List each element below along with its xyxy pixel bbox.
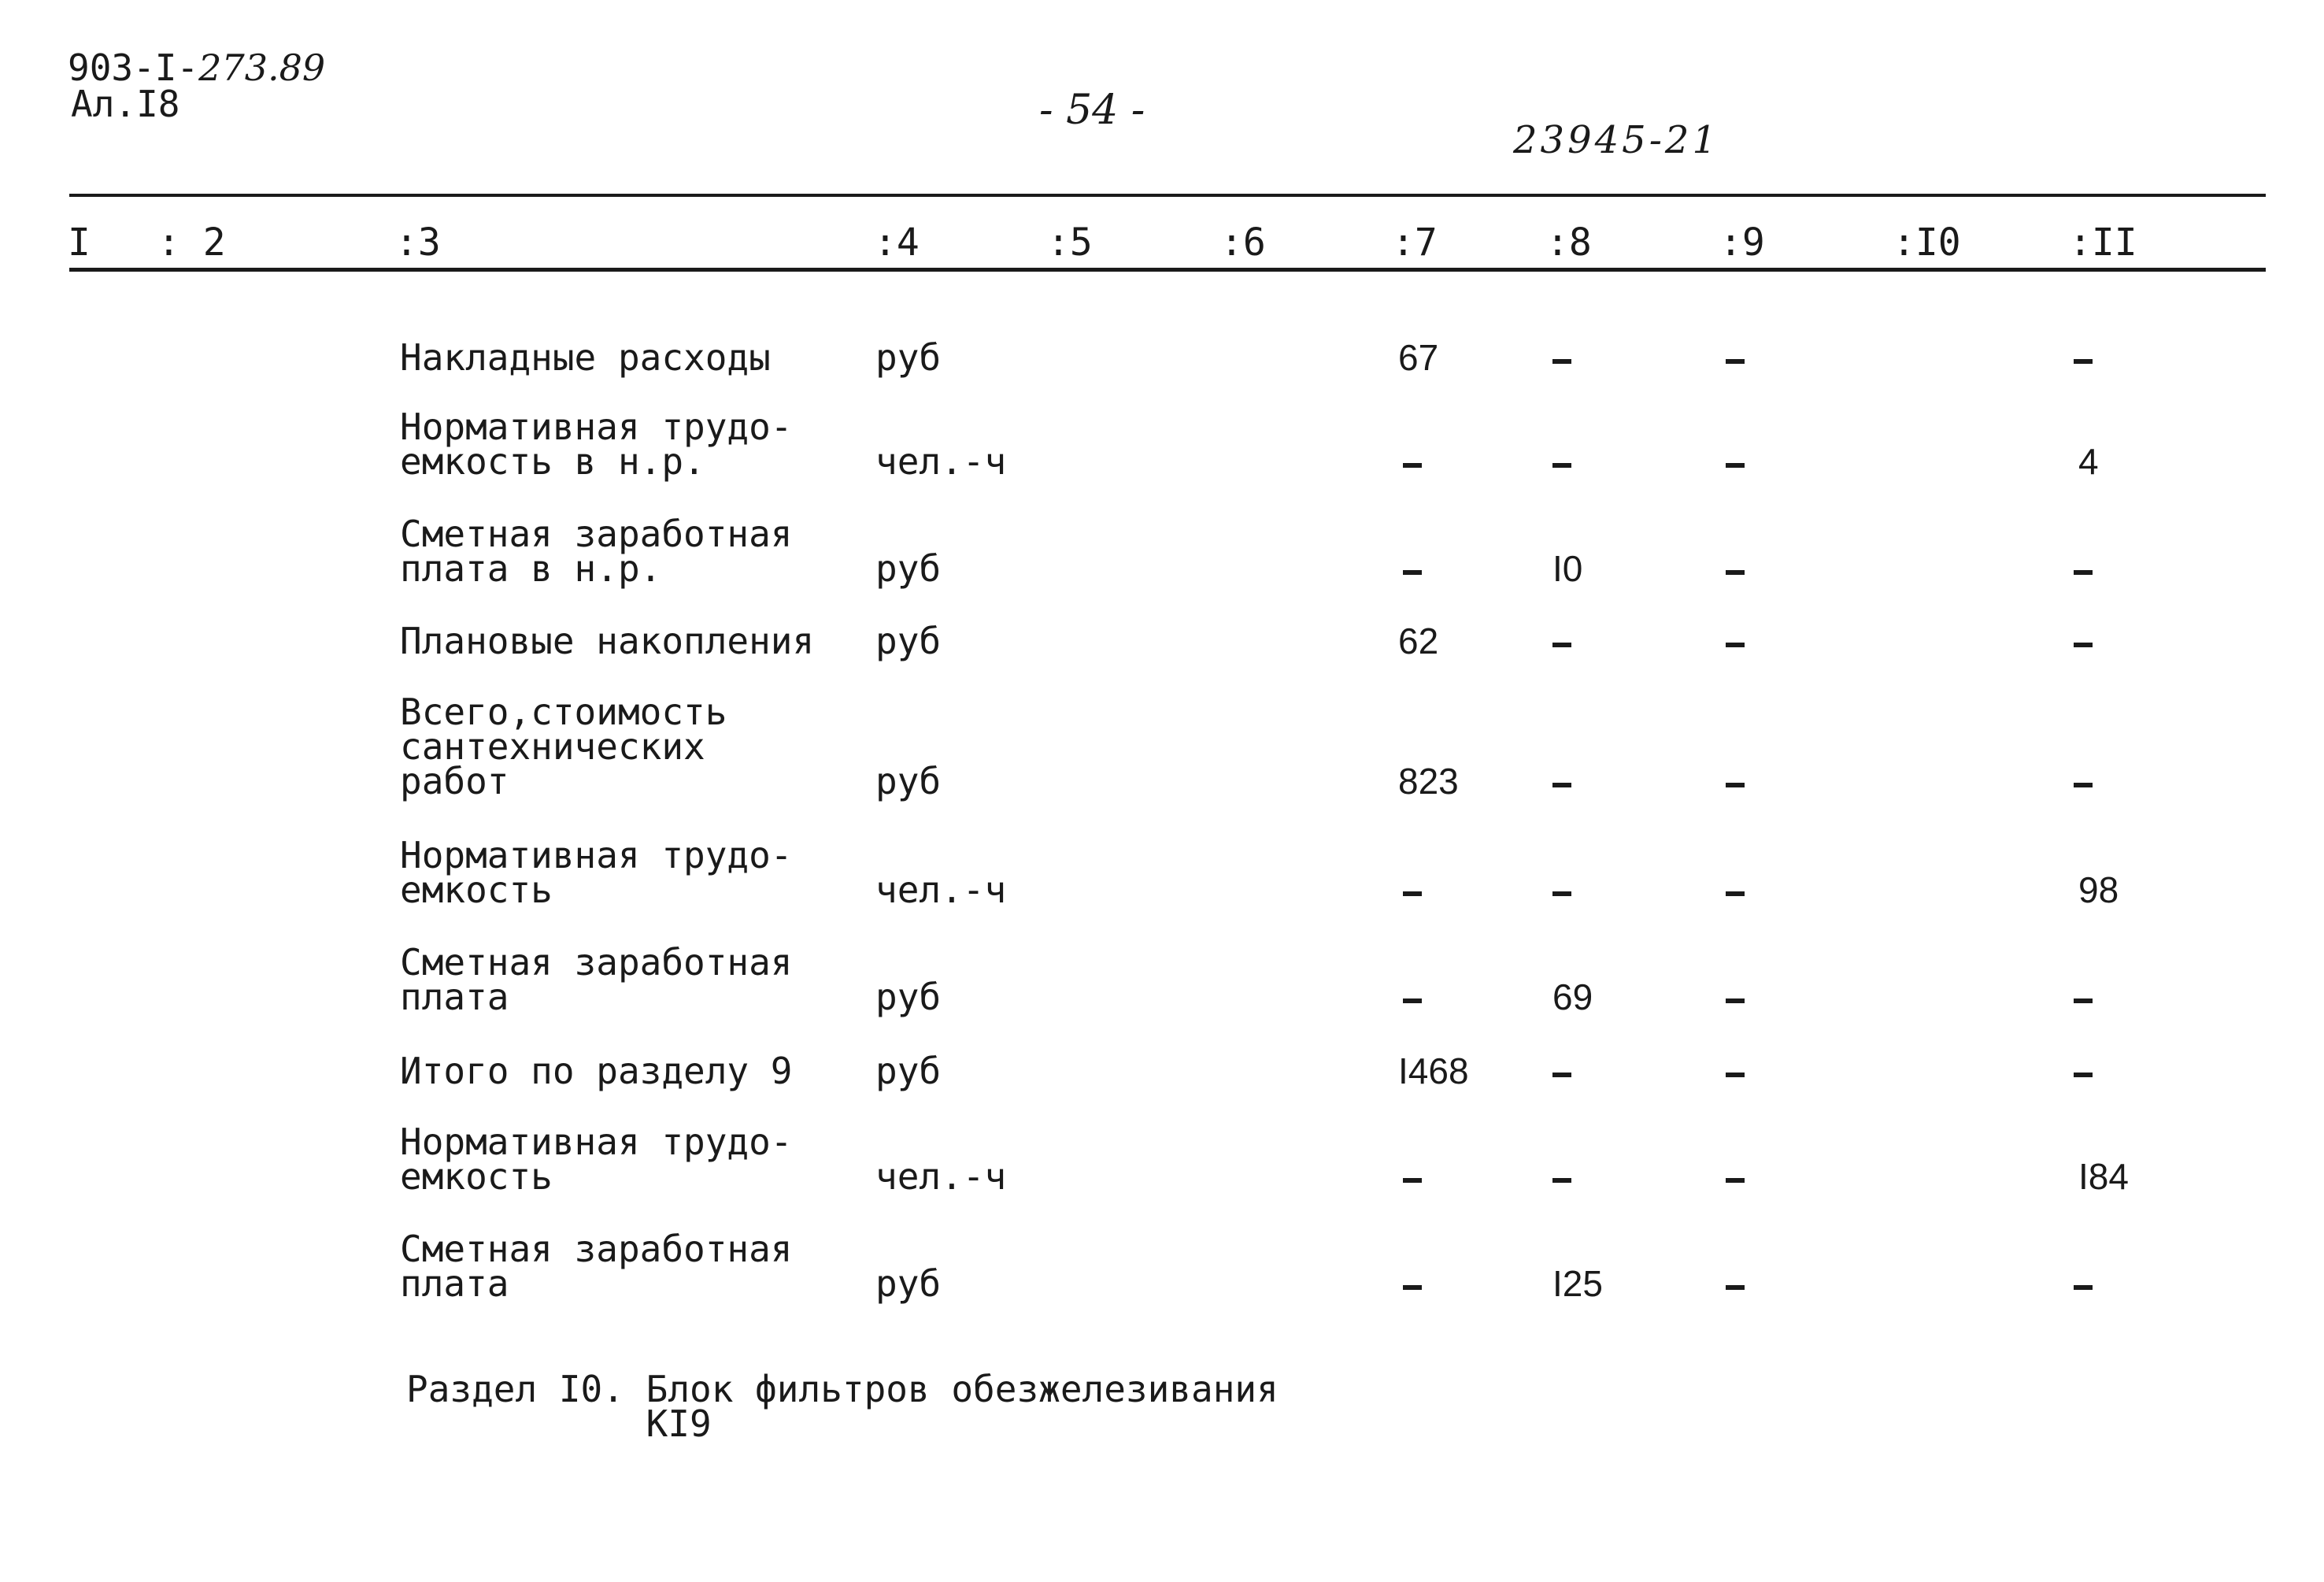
cell-dash-c8 bbox=[1552, 783, 1571, 787]
row-label: Сметная заработная плата в н.р. bbox=[400, 513, 793, 590]
cell-value-c11: I84 bbox=[2078, 1156, 2129, 1197]
row-unit: чел.-ч bbox=[875, 869, 1007, 911]
document-code-typed: 903-I- bbox=[68, 46, 199, 89]
row-label: Сметная заработная плата bbox=[400, 941, 793, 1018]
cell-dash-c7 bbox=[1403, 463, 1422, 468]
cell-dash-c8 bbox=[1552, 463, 1571, 468]
cell-dash-c11 bbox=[2074, 1073, 2093, 1077]
document-code bbox=[68, 46, 326, 89]
cell-dash-c8 bbox=[1552, 1073, 1571, 1077]
cell-dash-c7 bbox=[1403, 570, 1422, 575]
row-label: Накладные расходы bbox=[400, 336, 771, 379]
cell-value-c7: 62 bbox=[1398, 621, 1439, 661]
cell-dash-c11 bbox=[2074, 783, 2093, 787]
column-header-4: :4 bbox=[874, 220, 920, 265]
column-header-5: :5 bbox=[1047, 220, 1093, 265]
cell-dash-c8 bbox=[1552, 891, 1571, 896]
row-label: Сметная заработная плата bbox=[400, 1228, 793, 1305]
cell-dash-c9 bbox=[1726, 1285, 1745, 1290]
row-unit: руб bbox=[875, 547, 942, 590]
cell-dash-c9 bbox=[1726, 1073, 1745, 1077]
column-header-10: :I0 bbox=[1893, 220, 1961, 265]
column-header-1: I bbox=[68, 220, 91, 265]
section-heading: Раздел I0. Блок фильтров обезжелезивания KI9 bbox=[406, 1368, 1279, 1445]
row-unit: руб bbox=[875, 336, 942, 379]
row-unit: чел.-ч bbox=[875, 1155, 1007, 1198]
table-top-rule bbox=[69, 194, 2266, 197]
row-label: Всего,стоимость сантехнических работ bbox=[400, 691, 727, 802]
cell-value-c7: 823 bbox=[1398, 761, 1459, 802]
album-number: Ал.I8 bbox=[71, 83, 180, 125]
cell-dash-c7 bbox=[1403, 1178, 1422, 1183]
row-label: Итого по разделу 9 bbox=[400, 1050, 793, 1092]
row-unit: руб bbox=[875, 1262, 942, 1305]
cell-dash-c7 bbox=[1403, 891, 1422, 896]
cell-dash-c11 bbox=[2074, 1285, 2093, 1290]
cell-dash-c8 bbox=[1552, 359, 1571, 364]
row-unit: руб bbox=[875, 620, 942, 662]
cell-dash-c9 bbox=[1726, 891, 1745, 896]
cell-dash-c9 bbox=[1726, 643, 1745, 647]
cell-dash-c8 bbox=[1552, 1178, 1571, 1183]
row-unit: чел.-ч bbox=[875, 440, 1007, 483]
cell-value-c7: I468 bbox=[1398, 1050, 1469, 1091]
table-header-rule bbox=[69, 268, 2266, 272]
row-unit: руб bbox=[875, 976, 942, 1018]
cell-value-c7: 67 bbox=[1398, 337, 1439, 378]
cell-dash-c9 bbox=[1726, 783, 1745, 787]
column-header-6: :6 bbox=[1220, 220, 1266, 265]
column-header-3: :3 bbox=[395, 220, 441, 265]
document-number: 23945-21 bbox=[1513, 118, 1719, 162]
cell-value-c8: I0 bbox=[1552, 548, 1583, 589]
row-label: Нормативная трудо- емкость в н.р. bbox=[400, 406, 793, 483]
cell-dash-c9 bbox=[1726, 463, 1745, 468]
document-code-handwritten: 273.89 bbox=[198, 46, 326, 89]
cell-dash-c11 bbox=[2074, 643, 2093, 647]
cell-value-c11: 98 bbox=[2078, 869, 2119, 910]
column-header-8: :8 bbox=[1546, 220, 1592, 265]
cell-dash-c11 bbox=[2074, 570, 2093, 575]
cell-dash-c7 bbox=[1403, 1285, 1422, 1290]
cell-dash-c9 bbox=[1726, 359, 1745, 364]
column-header-2: : 2 bbox=[157, 220, 226, 265]
column-header-11: :II bbox=[2069, 220, 2137, 265]
row-label: Плановые накопления bbox=[400, 620, 815, 662]
cell-dash-c9 bbox=[1726, 998, 1745, 1003]
row-label: Нормативная трудо- емкость bbox=[400, 1121, 793, 1198]
row-unit: руб bbox=[875, 760, 942, 802]
row-label: Нормативная трудо- емкость bbox=[400, 834, 793, 911]
cell-value-c8: I25 bbox=[1552, 1263, 1603, 1304]
cell-value-c11: 4 bbox=[2078, 441, 2099, 482]
cell-dash-c11 bbox=[2074, 998, 2093, 1003]
cell-dash-c8 bbox=[1552, 643, 1571, 647]
cell-dash-c11 bbox=[2074, 359, 2093, 364]
column-header-9: :9 bbox=[1719, 220, 1765, 265]
cell-dash-c9 bbox=[1726, 1178, 1745, 1183]
cell-dash-c9 bbox=[1726, 570, 1745, 575]
column-header-7: :7 bbox=[1392, 220, 1438, 265]
cell-dash-c7 bbox=[1403, 998, 1422, 1003]
page-number: - 54 - bbox=[1039, 87, 1145, 134]
row-unit: руб bbox=[875, 1050, 942, 1092]
cell-value-c8: 69 bbox=[1552, 976, 1593, 1017]
